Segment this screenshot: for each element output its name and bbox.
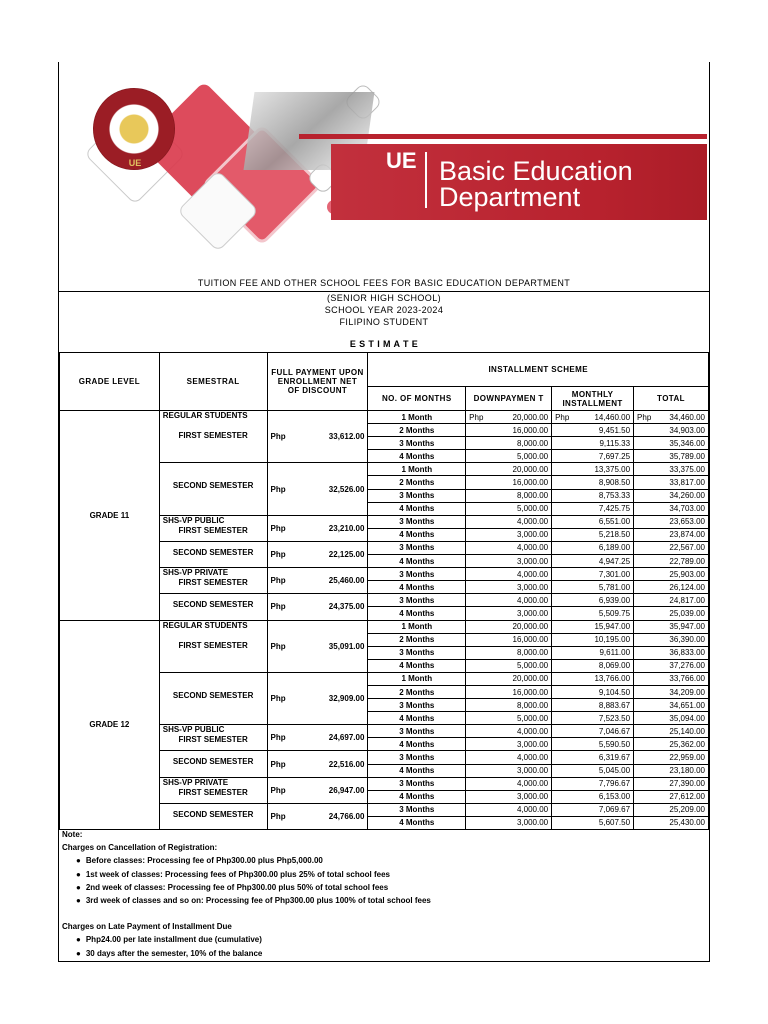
category-label: SHS-VP PUBLIC xyxy=(162,725,225,735)
notes-section xyxy=(62,828,431,960)
total-cell: 36,833.00 xyxy=(634,646,709,659)
late-title: Charges on Late Payment of Installment Due xyxy=(62,922,232,932)
total-cell: 27,390.00 xyxy=(634,777,709,790)
total-cell: 33,375.00 xyxy=(634,463,709,476)
category-label: SHS-VP PRIVATE xyxy=(162,777,229,787)
semester-cell xyxy=(159,515,267,541)
currency-label: Php xyxy=(270,550,286,560)
full-payment-amount: 22,516.00 xyxy=(328,759,365,769)
monthly-cell: 5,590.50 xyxy=(552,738,634,751)
full-payment-cell xyxy=(267,803,368,829)
total-cell: 25,903.00 xyxy=(634,568,709,581)
full-payment-cell xyxy=(267,568,368,594)
total-cell: 23,180.00 xyxy=(634,764,709,777)
months-cell: 4 Months xyxy=(368,738,466,751)
category-label: SHS-VP PRIVATE xyxy=(162,568,229,578)
downpayment-cell: 3,000.00 xyxy=(466,581,552,594)
months-cell: 4 Months xyxy=(368,816,466,829)
total-cell: 27,612.00 xyxy=(634,790,709,803)
months-cell: 1 Month xyxy=(368,463,466,476)
semester-cell xyxy=(159,568,267,594)
logo-separator xyxy=(425,152,427,208)
full-payment-amount: 32,909.00 xyxy=(328,694,365,704)
months-cell: 2 Months xyxy=(368,476,466,489)
months-cell: 2 Months xyxy=(368,424,466,437)
currency-label: Php xyxy=(469,412,484,422)
currency-label: Php xyxy=(270,759,286,769)
full-payment-cell xyxy=(267,463,368,515)
semester-cell xyxy=(159,620,267,672)
full-payment-cell xyxy=(267,411,368,463)
downpayment-cell: 5,000.00 xyxy=(466,450,552,463)
full-payment-amount: 22,125.00 xyxy=(328,550,365,560)
monthly-cell: 10,195.00 xyxy=(552,633,634,646)
total-cell: 34,260.00 xyxy=(634,489,709,502)
semester-cell xyxy=(159,463,267,515)
downpayment-cell: 8,000.00 xyxy=(466,489,552,502)
months-cell: 4 Months xyxy=(368,607,466,620)
total-cell: 23,874.00 xyxy=(634,528,709,541)
currency-label: Php xyxy=(270,694,286,704)
monthly-cell: 8,753.33 xyxy=(552,489,634,502)
subtitle-student: FILIPINO STUDENT xyxy=(339,317,429,327)
semester-label: FIRST SEMESTER xyxy=(178,787,248,797)
document-title: TUITION FEE AND OTHER SCHOOL FEES FOR BASIC EDUCATION DEPARTMENT xyxy=(197,278,571,288)
monthly-cell: 7,069.67 xyxy=(552,803,634,816)
fee-document xyxy=(58,62,710,962)
monthly-cell: 7,301.00 xyxy=(552,568,634,581)
downpayment-cell: 16,000.00 xyxy=(466,633,552,646)
full-payment-amount: 33,612.00 xyxy=(328,432,365,442)
months-cell: 3 Months xyxy=(368,568,466,581)
months-cell: 3 Months xyxy=(368,594,466,607)
currency-label: Php xyxy=(270,484,286,494)
total-cell: 26,124.00 xyxy=(634,581,709,594)
total-cell: 34,703.00 xyxy=(634,502,709,515)
downpayment-cell: 8,000.00 xyxy=(466,646,552,659)
full-payment-cell xyxy=(267,777,368,803)
table-row xyxy=(60,411,709,424)
months-cell: 2 Months xyxy=(368,685,466,698)
ue-logo: UE xyxy=(386,148,417,173)
full-payment-amount: 24,697.00 xyxy=(328,733,365,743)
downpayment-cell: 16,000.00 xyxy=(466,424,552,437)
months-cell: 4 Months xyxy=(368,528,466,541)
months-cell: 3 Months xyxy=(368,751,466,764)
cancel-item: ● 1st week of classes: Processing fees of Php300.00 plus 25% of total school fees xyxy=(62,868,431,881)
months-cell: 3 Months xyxy=(368,437,466,450)
full-payment-cell xyxy=(267,620,368,672)
downpayment-cell: 4,000.00 xyxy=(466,515,552,528)
downpayment-cell: 20,000.00 xyxy=(466,620,552,633)
months-cell: 4 Months xyxy=(368,790,466,803)
total-cell: 35,094.00 xyxy=(634,712,709,725)
months-cell: 4 Months xyxy=(368,555,466,568)
total-cell: 22,567.00 xyxy=(634,541,709,554)
monthly-cell: 8,883.67 xyxy=(552,699,634,712)
total-cell: 22,789.00 xyxy=(634,555,709,568)
currency-label: Php xyxy=(270,785,286,795)
full-payment-amount: 24,375.00 xyxy=(328,602,365,612)
semester-label: FIRST SEMESTER xyxy=(178,578,248,588)
full-payment-amount: 26,947.00 xyxy=(328,785,365,795)
downpayment-cell: 5,000.00 xyxy=(466,659,552,672)
semester-label: FIRST SEMESTER xyxy=(178,431,248,440)
months-cell: 3 Months xyxy=(368,646,466,659)
total-cell: 25,430.00 xyxy=(634,816,709,829)
full-payment-amount: 23,210.00 xyxy=(328,523,365,533)
total-cell: 37,276.00 xyxy=(634,659,709,672)
monthly-cell: 7,523.50 xyxy=(552,712,634,725)
months-cell: 3 Months xyxy=(368,515,466,528)
downpayment-cell: 5,000.00 xyxy=(466,502,552,515)
col-semestral: SEMESTRAL xyxy=(159,353,267,411)
semester-cell xyxy=(159,725,267,751)
total-cell: 25,362.00 xyxy=(634,738,709,751)
months-cell: 4 Months xyxy=(368,659,466,672)
total-cell: 35,789.00 xyxy=(634,450,709,463)
cancel-item: ● 3rd week of classes and so on: Processing fee of Php300.00 plus 100% of total school fees xyxy=(62,894,431,907)
months-cell: 4 Months xyxy=(368,712,466,725)
monthly-cell: 9,104.50 xyxy=(552,685,634,698)
document-subheader xyxy=(59,291,709,352)
monthly-cell: 4,947.25 xyxy=(552,555,634,568)
monthly-cell: 6,939.00 xyxy=(552,594,634,607)
months-cell: 3 Months xyxy=(368,803,466,816)
semester-label: FIRST SEMESTER xyxy=(178,640,248,650)
total-cell: 34,651.00 xyxy=(634,699,709,712)
currency-label: Php xyxy=(270,432,286,442)
full-payment-amount: 32,526.00 xyxy=(328,484,365,494)
semester-cell xyxy=(159,594,267,620)
monthly-cell: 6,319.67 xyxy=(552,751,634,764)
downpayment-cell: 20,000.00 xyxy=(466,672,552,685)
currency-label: Php xyxy=(270,576,286,586)
total-cell: 35,947.00 xyxy=(634,620,709,633)
monthly-cell: 5,607.50 xyxy=(552,816,634,829)
semester-cell xyxy=(159,751,267,777)
monthly-cell: 6,153.00 xyxy=(552,790,634,803)
total-cell: 23,653.00 xyxy=(634,515,709,528)
full-payment-amount: 35,091.00 xyxy=(328,641,365,651)
semester-cell xyxy=(159,411,267,463)
currency-label: Php xyxy=(270,733,286,743)
semester-cell xyxy=(159,803,267,829)
monthly-cell: 5,218.50 xyxy=(552,528,634,541)
full-payment-cell xyxy=(267,725,368,751)
semester-cell xyxy=(159,672,267,724)
total-cell: 34,903.00 xyxy=(634,424,709,437)
full-payment-cell xyxy=(267,515,368,541)
full-payment-cell xyxy=(267,594,368,620)
downpayment-cell: 16,000.00 xyxy=(466,476,552,489)
downpayment-cell: 16,000.00 xyxy=(466,685,552,698)
downpayment-cell: 3,000.00 xyxy=(466,528,552,541)
months-cell: 3 Months xyxy=(368,725,466,738)
months-cell: 4 Months xyxy=(368,764,466,777)
category-label: REGULAR STUDENTS xyxy=(162,411,248,420)
total-cell: 36,390.00 xyxy=(634,633,709,646)
full-payment-amount: 24,766.00 xyxy=(328,811,365,821)
downpayment-cell: 3,000.00 xyxy=(466,607,552,620)
downpayment-cell: 8,000.00 xyxy=(466,699,552,712)
months-cell: 3 Months xyxy=(368,777,466,790)
downpayment-cell: 4,000.00 xyxy=(466,541,552,554)
currency-label: Php xyxy=(270,523,286,533)
monthly-cell: 6,189.00 xyxy=(552,541,634,554)
semester-label: SECOND SEMESTER xyxy=(172,481,254,491)
col-downpayment: DOWNPAYMEN T xyxy=(466,387,552,411)
total-cell: 22,959.00 xyxy=(634,751,709,764)
downpayment-cell: 5,000.00 xyxy=(466,712,552,725)
semester-label: SECOND SEMESTER xyxy=(172,757,254,767)
months-cell: 4 Months xyxy=(368,450,466,463)
downpayment-cell: 3,000.00 xyxy=(466,738,552,751)
monthly-cell: 13,766.00 xyxy=(552,672,634,685)
red-line xyxy=(299,134,707,139)
downpayment-cell: 4,000.00 xyxy=(466,725,552,738)
semester-label: FIRST SEMESTER xyxy=(178,735,248,745)
brand-line-1: Basic Education xyxy=(439,156,633,186)
currency-label: Php xyxy=(270,641,286,651)
col-installment-scheme: INSTALLMENT SCHEME xyxy=(368,353,709,387)
full-payment-cell xyxy=(267,751,368,777)
months-cell: 4 Months xyxy=(368,502,466,515)
semester-label: FIRST SEMESTER xyxy=(178,525,248,535)
col-grade-level: GRADE LEVEL xyxy=(60,353,160,411)
late-item: ● Php24.00 per late installment due (cumulative) xyxy=(62,933,431,946)
monthly-cell: 8,069.00 xyxy=(552,659,634,672)
total-cell: 25,140.00 xyxy=(634,725,709,738)
months-cell: 3 Months xyxy=(368,541,466,554)
monthly-cell: 7,046.67 xyxy=(552,725,634,738)
currency-label: Php xyxy=(270,811,286,821)
downpayment-cell: 3,000.00 xyxy=(466,555,552,568)
downpayment-cell: 4,000.00 xyxy=(466,751,552,764)
currency-label: Php xyxy=(555,412,570,422)
downpayment-cell: 8,000.00 xyxy=(466,437,552,450)
semester-cell xyxy=(159,777,267,803)
months-cell: 3 Months xyxy=(368,489,466,502)
monthly-cell: 7,425.75 xyxy=(552,502,634,515)
subtitle-year: SCHOOL YEAR 2023-2024 xyxy=(324,305,444,315)
estimate-label: E S T I M A T E xyxy=(349,339,419,349)
total-cell xyxy=(634,411,709,424)
semester-cell xyxy=(159,541,267,567)
semester-label: SECOND SEMESTER xyxy=(172,690,254,700)
header-banner xyxy=(59,62,709,274)
monthly-cell: 5,045.00 xyxy=(552,764,634,777)
currency-label: Php xyxy=(637,412,652,422)
monthly-cell: 7,697.25 xyxy=(552,450,634,463)
cancel-title: Charges on Cancellation of Registration: xyxy=(62,843,218,853)
full-payment-amount: 25,460.00 xyxy=(328,576,365,586)
brand-line-2: Department xyxy=(439,182,581,212)
col-full-payment: FULL PAYMENT UPON ENROLLMENT NET OF DISCOUNT xyxy=(267,353,368,411)
late-item: ● 30 days after the semester, 10% of the balance xyxy=(62,947,431,960)
col-monthly: MONTHLY INSTALLMENT xyxy=(552,387,634,411)
col-months: NO. OF MONTHS xyxy=(368,387,466,411)
category-label: SHS-VP PUBLIC xyxy=(162,515,225,525)
monthly-cell: 6,551.00 xyxy=(552,515,634,528)
total-cell: 24,817.00 xyxy=(634,594,709,607)
full-payment-cell xyxy=(267,672,368,724)
months-cell: 3 Months xyxy=(368,699,466,712)
semester-label: SECOND SEMESTER xyxy=(172,809,254,819)
monthly-cell: 7,796.67 xyxy=(552,777,634,790)
downpayment-cell: 20,000.00 xyxy=(466,463,552,476)
total-cell: 34,209.00 xyxy=(634,685,709,698)
cancel-item: ● 2nd week of classes: Processing fee of Php300.00 plus 50% of total school fees xyxy=(62,881,431,894)
grade-level-cell: GRADE 12 xyxy=(60,620,160,830)
months-cell: 2 Months xyxy=(368,633,466,646)
monthly-cell: 8,908.50 xyxy=(552,476,634,489)
monthly-cell: 5,781.00 xyxy=(552,581,634,594)
currency-label: Php xyxy=(270,602,286,612)
total-cell: 25,039.00 xyxy=(634,607,709,620)
full-payment-cell xyxy=(267,541,368,567)
category-label: REGULAR STUDENTS xyxy=(162,620,248,630)
monthly-cell: 9,611.00 xyxy=(552,646,634,659)
downpayment-cell xyxy=(466,411,552,424)
col-total: TOTAL xyxy=(634,387,709,411)
months-cell: 1 Month xyxy=(368,411,466,424)
note-label: Note: xyxy=(62,830,83,839)
monthly-cell: 9,115.33 xyxy=(552,437,634,450)
total-cell: 33,817.00 xyxy=(634,476,709,489)
cancel-item: ● Before classes: Processing fee of Php300.00 plus Php5,000.00 xyxy=(62,854,431,867)
semester-label: SECOND SEMESTER xyxy=(172,547,254,557)
downpayment-cell: 4,000.00 xyxy=(466,594,552,607)
monthly-cell-value: 14,460.00 xyxy=(594,412,631,422)
total-cell: 35,346.00 xyxy=(634,437,709,450)
semester-label: SECOND SEMESTER xyxy=(172,600,254,610)
months-cell: 4 Months xyxy=(368,581,466,594)
months-cell: 1 Month xyxy=(368,620,466,633)
monthly-cell: 13,375.00 xyxy=(552,463,634,476)
monthly-cell: 5,509.75 xyxy=(552,607,634,620)
downpayment-cell: 4,000.00 xyxy=(466,568,552,581)
grade-level-cell: GRADE 11 xyxy=(60,411,160,621)
table-row xyxy=(60,620,709,633)
subtitle-level: (SENIOR HIGH SCHOOL) xyxy=(326,293,441,303)
fee-table xyxy=(59,352,709,830)
total-cell: 25,209.00 xyxy=(634,803,709,816)
downpayment-cell: 4,000.00 xyxy=(466,777,552,790)
monthly-cell: 9,451.50 xyxy=(552,424,634,437)
monthly-cell xyxy=(552,411,634,424)
downpayment-cell: 3,000.00 xyxy=(466,816,552,829)
downpayment-cell: 3,000.00 xyxy=(466,790,552,803)
seal-text: UE xyxy=(128,158,142,168)
downpayment-cell: 3,000.00 xyxy=(466,764,552,777)
total-cell-value: 34,460.00 xyxy=(669,412,705,422)
downpayment-cell-value: 20,000.00 xyxy=(512,412,549,422)
downpayment-cell: 4,000.00 xyxy=(466,803,552,816)
monthly-cell: 15,947.00 xyxy=(552,620,634,633)
total-cell: 33,766.00 xyxy=(634,672,709,685)
months-cell: 1 Month xyxy=(368,672,466,685)
